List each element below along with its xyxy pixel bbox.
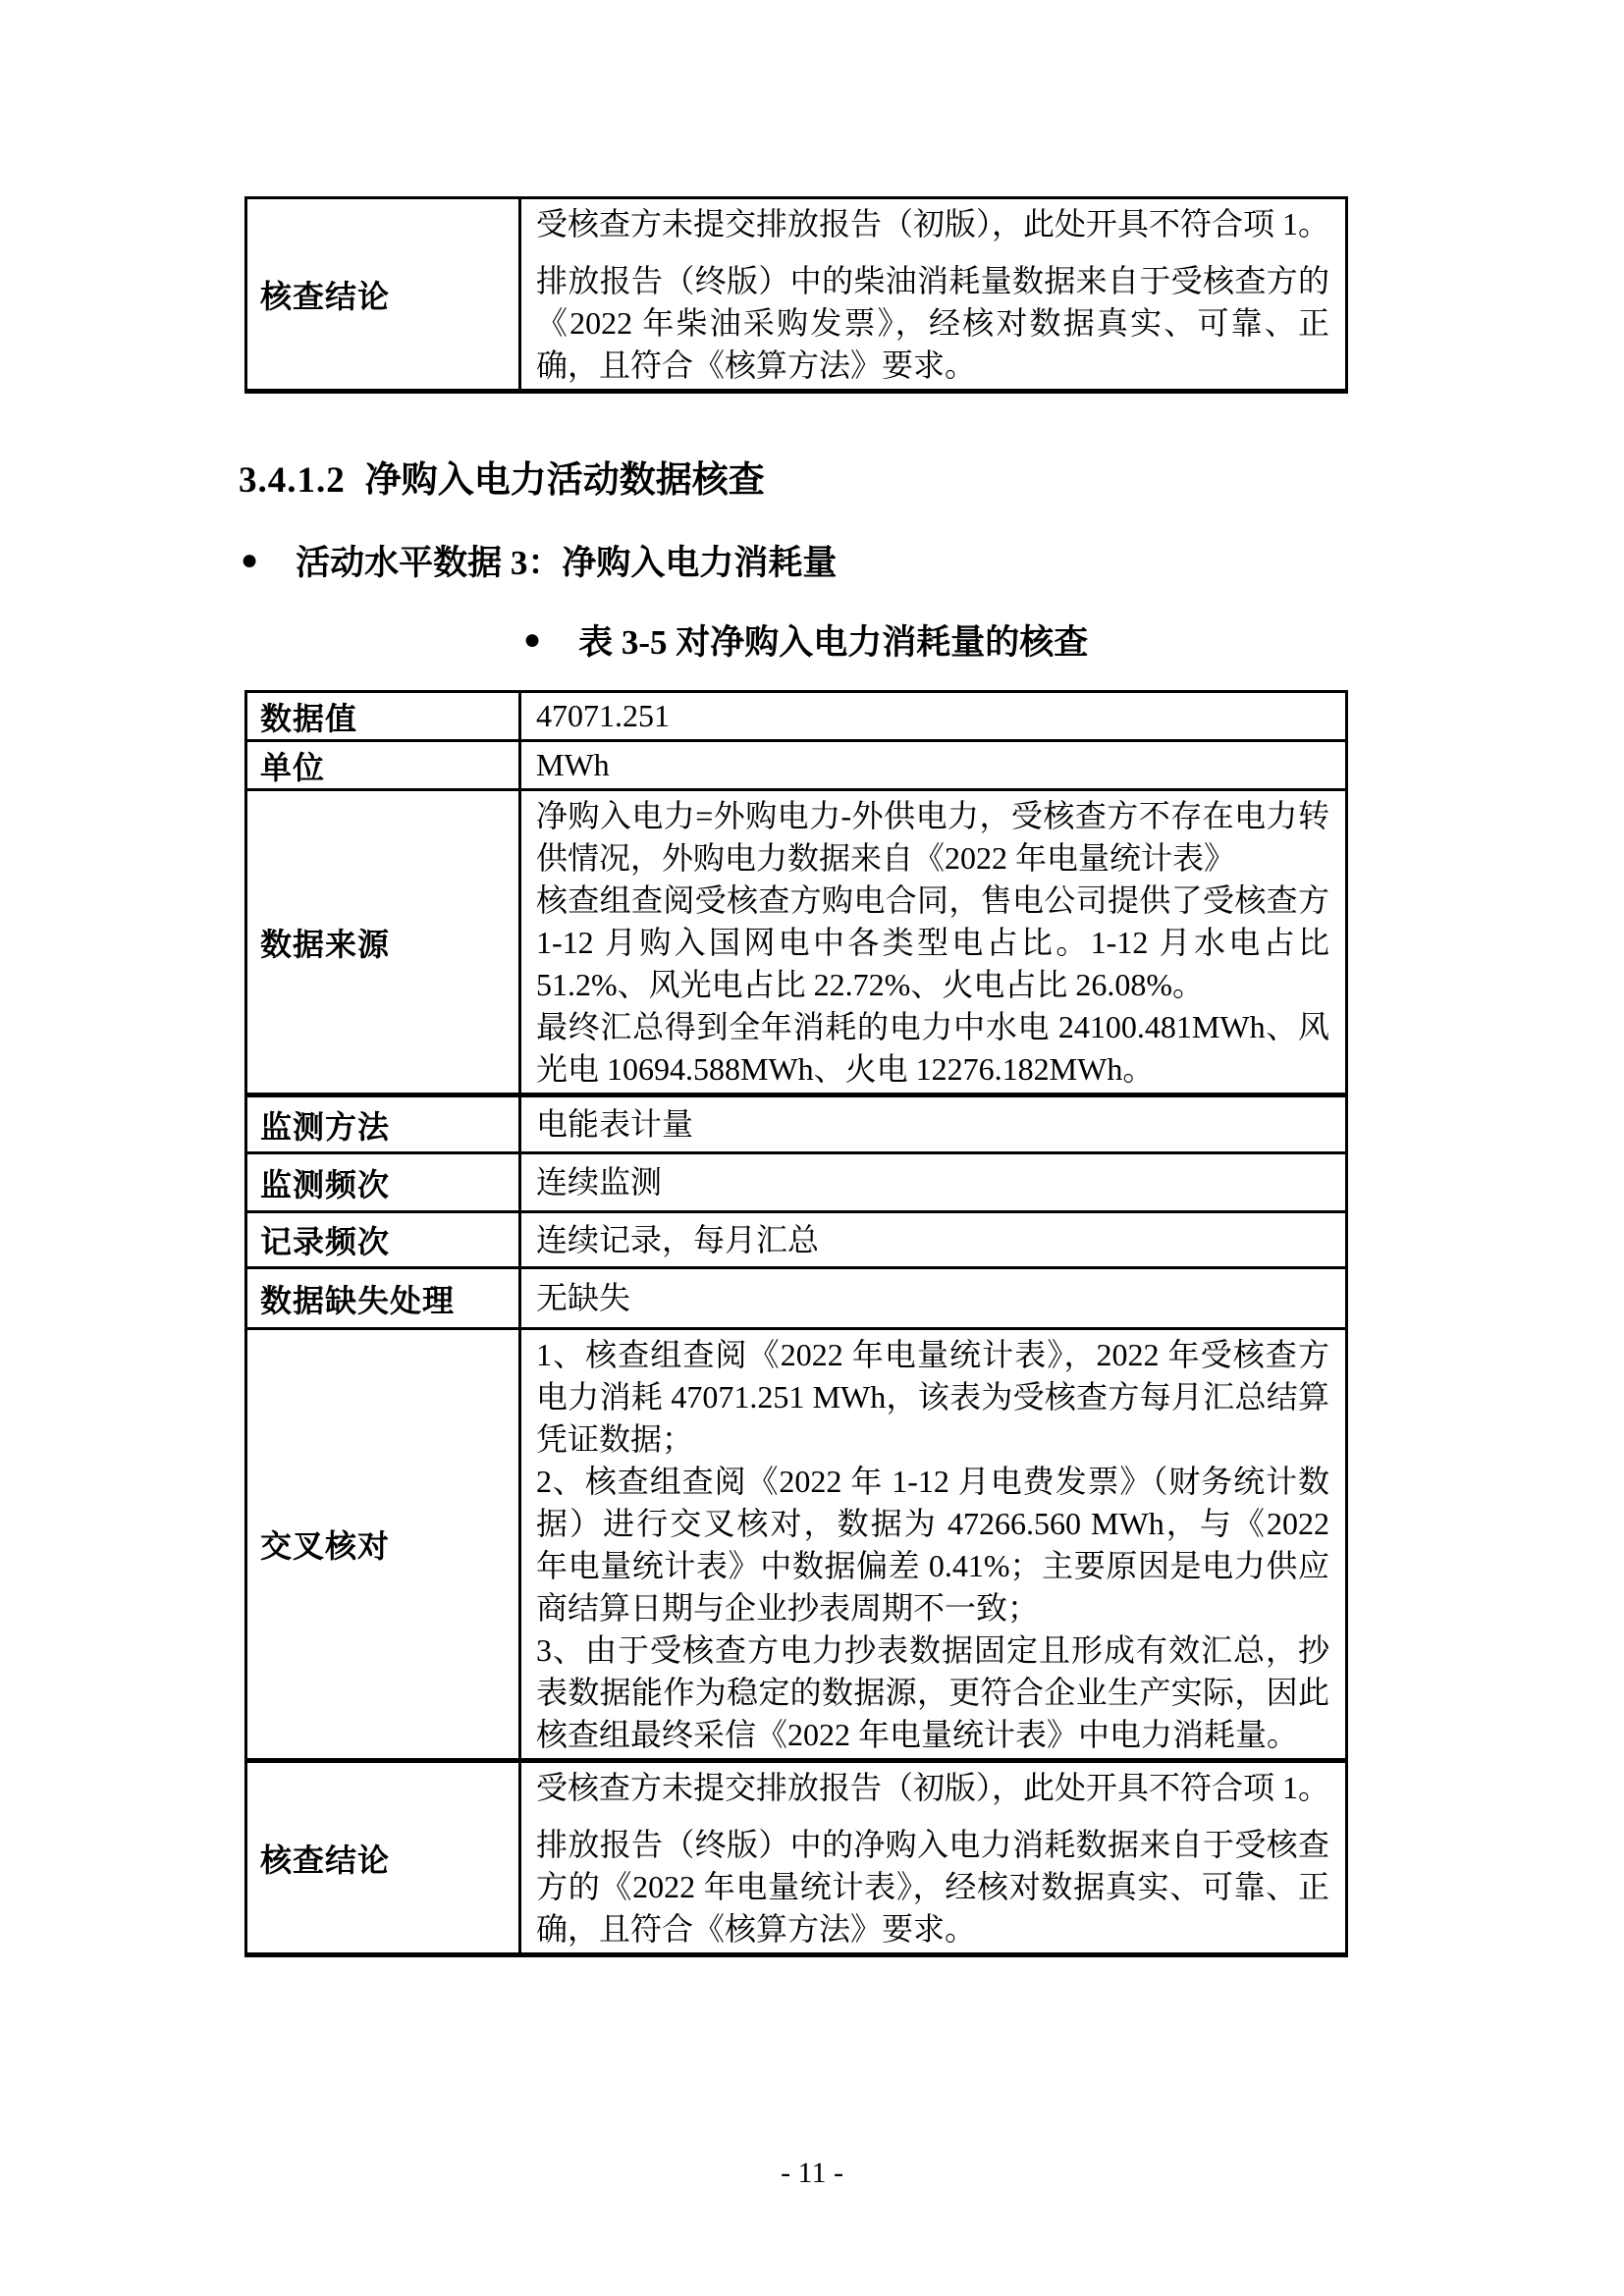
row-content [520, 1268, 1347, 1329]
table-row [246, 1268, 1347, 1329]
row-content [520, 741, 1347, 790]
paragraph: 电能表计量 [536, 1106, 694, 1142]
paragraph: 排放报告（终版）中的净购入电力消耗数据来自于受核查方的《2022 年电量统计表》，经核对数据真实、可靠、正确，且符合《核算方法》要求。 [536, 1827, 1329, 1947]
verification-table [244, 690, 1348, 1957]
row-label-data-source: 数据来源 [246, 790, 520, 1095]
row-content [520, 1212, 1347, 1268]
paragraph: 受核查方未提交排放报告（初版），此处开具不符合项 1。 [536, 206, 1330, 241]
activity-item-label: 活动水平数据 3：净购入电力消耗量 [296, 544, 838, 582]
table-row [246, 1153, 1347, 1212]
table-row [246, 1761, 1347, 1955]
page-number: - 11 - [781, 2157, 843, 2189]
paragraph: 2、核查组查阅《2022 年 1-12 月电费发票》（财务统计数据）进行交叉核对，数据为 47266.560 MWh，与《2022 年电量统计表》中数据偏差 0.41%；主要原因是电力供应商结算日期与企业抄表周期不一致； [536, 1464, 1329, 1626]
paragraph: 净购入电力=外购电力-外供电力，受核查方不存在电力转供情况，外购电力数据来自《2022 年电量统计表》 [536, 798, 1329, 876]
row-label-monitoring-method: 监测方法 [246, 1095, 520, 1153]
continuation-table [244, 196, 1348, 394]
paragraph: 3、由于受核查方电力抄表数据固定且形成有效汇总，抄表数据能作为稳定的数据源，更符合企业生产实际，因此核查组最终采信《2022 年电量统计表》中电力消耗量。 [536, 1632, 1329, 1752]
table-row [246, 1329, 1347, 1761]
row-content [520, 1329, 1347, 1761]
row-label-monitoring-frequency: 监测频次 [246, 1153, 520, 1212]
bullet-icon: ● [241, 544, 259, 576]
bullet-icon: ● [523, 623, 542, 656]
table-row [246, 1095, 1347, 1153]
row-label-cross-check: 交叉核对 [246, 1329, 520, 1761]
row-label-data-value: 数据值 [246, 692, 520, 741]
row-content [520, 1095, 1347, 1153]
paragraph: 连续记录，每月汇总 [536, 1221, 820, 1257]
paragraph: 无缺失 [536, 1280, 631, 1315]
row-content [520, 1761, 1347, 1955]
activity-bullet-line [241, 536, 837, 585]
row-content [520, 692, 1347, 741]
row-label-conclusion-prev: 核查结论 [246, 198, 520, 392]
paragraph: 1、核查组查阅《2022 年电量统计表》，2022 年受核查方电力消耗 47071.251 MWh，该表为受核查方每月汇总结算凭证数据； [536, 1337, 1329, 1457]
paragraph: 最终汇总得到全年消耗的电力中水电 24100.481MWh、风光电 10694.588MWh、火电 12276.182MWh。 [536, 1009, 1329, 1087]
paragraph: 47071.251 [536, 698, 670, 733]
table-caption-line [523, 615, 1088, 665]
row-label-conclusion: 核查结论 [246, 1761, 520, 1955]
table-row [246, 198, 1347, 392]
row-label-missing-data-handling: 数据缺失处理 [246, 1268, 520, 1329]
section-title: 净购入电力活动数据核查 [364, 460, 765, 501]
paragraph: MWh [536, 747, 610, 782]
row-content [520, 198, 1347, 392]
row-label-record-frequency: 记录频次 [246, 1212, 520, 1268]
table-row [246, 1212, 1347, 1268]
paragraph: 核查组查阅受核查方购电合同，售电公司提供了受核查方 1-12 月购入国网电中各类型电占比。1-12 月水电占比 51.2%、风光电占比 22.72%、火电占比 26.08%。 [536, 882, 1329, 1002]
section-number: 3.4.1.2 [239, 460, 346, 501]
table-row [246, 692, 1347, 741]
row-label-unit: 单位 [246, 741, 520, 790]
paragraph: 连续监测 [536, 1164, 663, 1200]
paragraph: 受核查方未提交排放报告（初版），此处开具不符合项 1。 [536, 1770, 1330, 1805]
table-row [246, 741, 1347, 790]
section-heading [239, 450, 765, 503]
table-row [246, 790, 1347, 1095]
row-content [520, 790, 1347, 1095]
table-caption: 表 3-5 对净购入电力消耗量的核查 [578, 623, 1089, 662]
paragraph: 排放报告（终版）中的柴油消耗量数据来自于受核查方的《2022 年柴油采购发票》，经核对数据真实、可靠、正确，且符合《核算方法》要求。 [536, 263, 1329, 383]
row-content [520, 1153, 1347, 1212]
